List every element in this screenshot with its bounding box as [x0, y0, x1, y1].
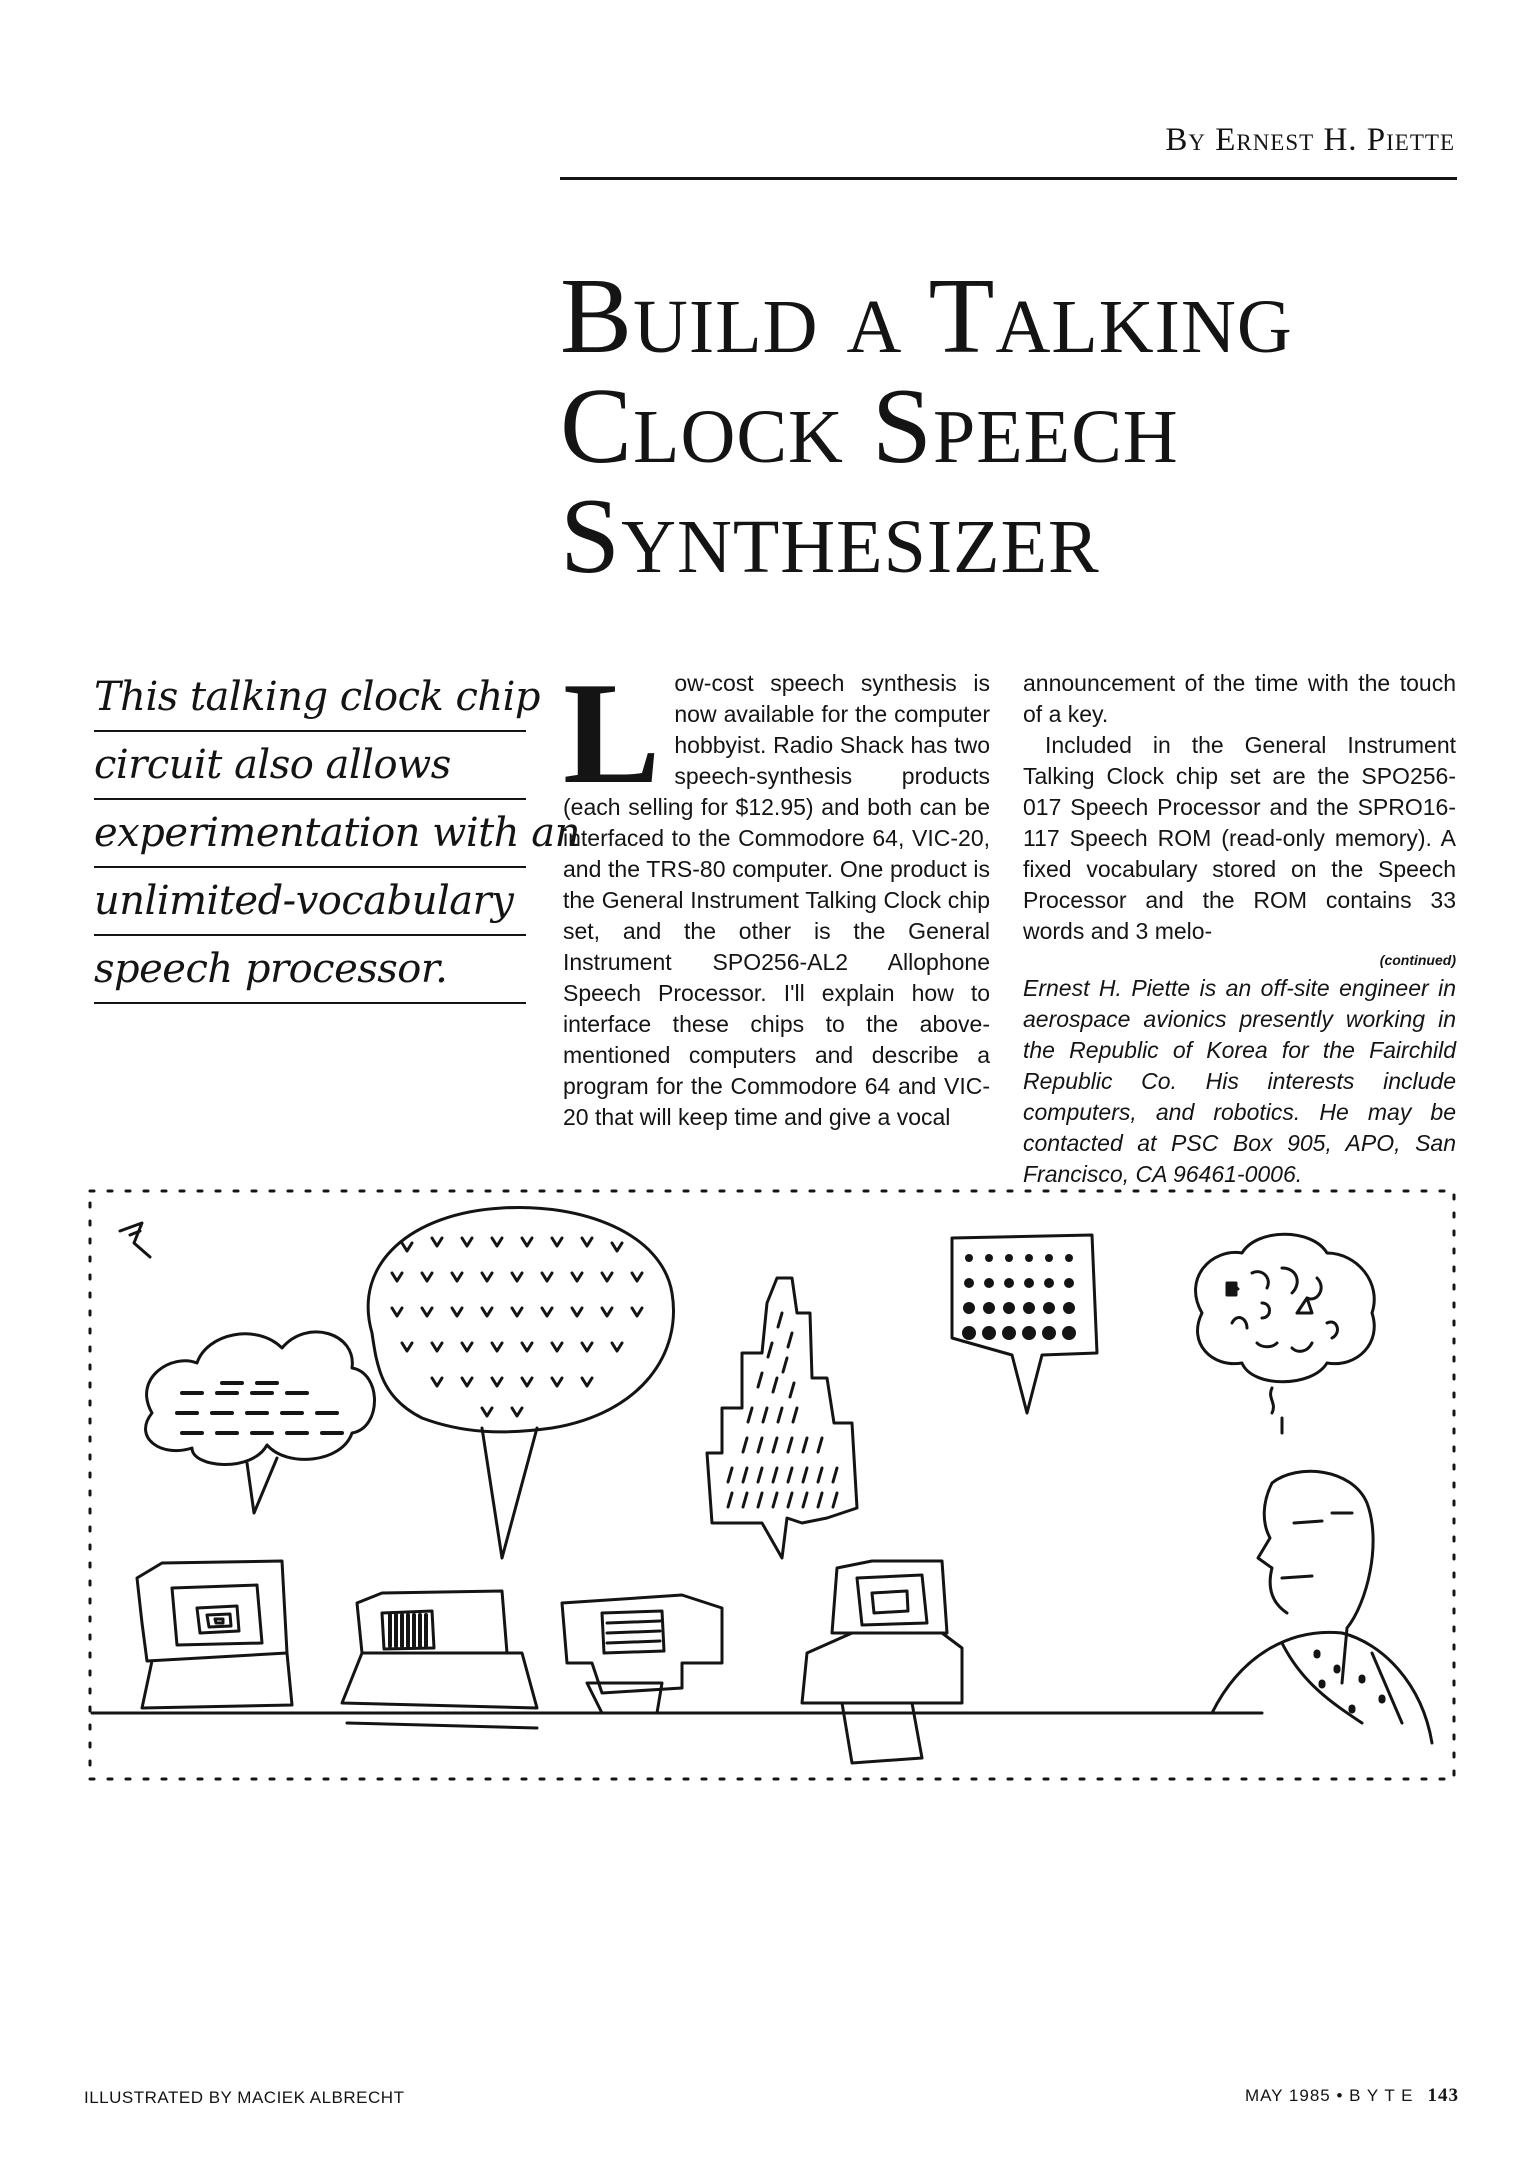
square-speech-bubble	[952, 1235, 1097, 1413]
dash-pattern	[177, 1383, 342, 1433]
article-deck	[94, 664, 580, 1004]
computer-1	[137, 1561, 292, 1708]
col1-text: ow-cost speech synthesis is now available for the computer hobbyist. Radio Shack has two speech-synthesis products (each selling for $12.95) and both can be interfaced to the Commodore 64, VIC-20, and the TRS-80 computer. One product is the General Instrument Talking Clock chip set, and the other is the General Instrument SPO256-AL2 Allophone Speech Processor. I'll explain how to interface these chips to the above-mentioned computers and describe a program for the Commodore 64 and VIC-20 that will keep time and give a vocal	[563, 670, 990, 1130]
man-sketch	[1212, 1471, 1432, 1743]
illustrator-credit: ILLUSTRATED BY MACIEK ALBRECHT	[84, 2088, 405, 2107]
thought-bubble	[1196, 1234, 1375, 1433]
deck-line-4: unlimited-vocabulary	[94, 868, 526, 936]
bird-sketch	[120, 1223, 150, 1257]
scribble-pattern	[1232, 1268, 1337, 1351]
drop-cap: L	[563, 652, 661, 814]
spiral-screen	[197, 1606, 239, 1633]
issue-label: MAY 1985 • B Y T E	[1244, 2086, 1414, 2105]
continued-note: (continued)	[1379, 952, 1456, 968]
page-footer	[1245, 2085, 1459, 2107]
jacket-dots	[1317, 1653, 1382, 1710]
title-line-2: Clock Speech	[560, 367, 1179, 486]
article-title	[560, 257, 1460, 596]
author-bio: Ernest H. Piette is an off-site engineer in aerospace avionics presently working in the Republic of Korea for the Fairchild Republic Co. His interests include computers, and robotics. He may be contacted at PSC Box 905, APO, San Francisco, CA 96461-0006.	[1023, 975, 1456, 1187]
dot-grid	[962, 1254, 1076, 1340]
col2-paragraph-2: Included in the General Instrument Talking Clock chip set are the SPO256-017 Speech Processor and the SPRO16-117 Speech ROM (read-only memory). A fixed vocabulary stored on the Speech Processor and the ROM contains 33 words and 3 melo-	[1023, 732, 1456, 944]
deck-line-1: This talking clock chip	[94, 664, 526, 732]
barcode-screen	[390, 1615, 426, 1646]
body-column-1	[563, 652, 990, 1133]
check-pattern	[392, 1238, 642, 1416]
title-line-1: Build a Talking	[560, 257, 1293, 376]
stepped-speech-bubble	[707, 1278, 857, 1558]
cloud-speech-bubble	[146, 1332, 375, 1513]
col2-paragraph-1: announcement of the time with the touch of a key.	[1023, 670, 1456, 727]
round-speech-bubble	[368, 1207, 673, 1558]
box-screen	[872, 1591, 908, 1613]
page-number: 143	[1427, 2085, 1459, 2106]
opening-paragraph	[563, 652, 990, 1133]
illustration-frame	[90, 1191, 1454, 1779]
body-column-2	[1023, 668, 1456, 1190]
deck-line-2: circuit also allows	[94, 732, 526, 800]
byline-rule	[560, 177, 1457, 180]
lined-screen	[607, 1621, 660, 1643]
computer-2	[342, 1591, 537, 1728]
deck-line-3: experimentation with an	[94, 800, 526, 868]
author-byline: By Ernest H. Piette	[1165, 122, 1455, 158]
title-line-3: Synthesizer	[560, 477, 1100, 596]
computers-speech-illustration	[82, 1183, 1462, 1793]
computer-3	[562, 1595, 722, 1713]
slash-pattern	[728, 1313, 837, 1507]
deck-line-5: speech processor.	[94, 936, 526, 1004]
